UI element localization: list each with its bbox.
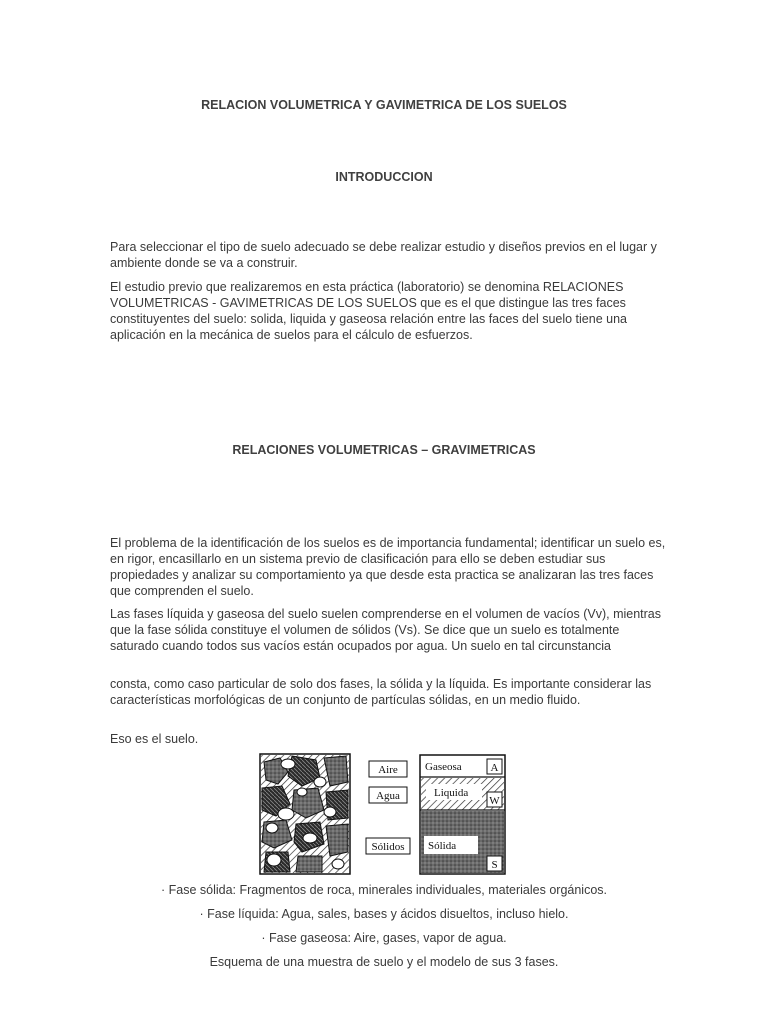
document-title: RELACION VOLUMETRICA Y GAVIMETRICA DE LOS SUELOS	[201, 98, 567, 112]
phase-letter-s: S	[491, 859, 498, 871]
phase-gaseosa: Gaseosa	[425, 761, 462, 773]
soil-sample-drawing	[260, 754, 350, 874]
intro-paragraph-2: El estudio previo que realizaremos en esta práctica (laboratorio) se denomina RELACIONES VOLUMETRICAS - GAVIMETRICAS DE LOS SUELOS que es el que distingue las tres faces constituyentes del suelo: solida, liquida y gaseosa relación entre las faces del suelo tiene una aplicación en la mecánica de suelos para el cálculo de esfuerzos.	[110, 280, 627, 342]
section-heading: RELACIONES VOLUMETRICAS – GRAVIMETRICAS	[232, 443, 536, 457]
soil-phase-diagram	[258, 752, 508, 876]
section-paragraph-3: consta, como caso particular de solo dos fases, la sólida y la líquida. Es importante considerar las características morfológicas de un conjunto de partículas sólidas, en un medio fluido.	[110, 677, 652, 707]
svg-text:Agua: Agua	[376, 790, 400, 802]
phase-letter-a: A	[490, 762, 499, 774]
svg-text:Aire: Aire	[378, 764, 398, 776]
phase-label-agua	[369, 787, 407, 803]
phase-model-column	[420, 755, 505, 874]
caption-fase-gaseosa: · Fase gaseosa: Aire, gases, vapor de agua.	[261, 931, 507, 945]
phase-label-solidos	[366, 838, 410, 854]
phase-label-aire	[369, 761, 407, 777]
svg-text:Sólidos: Sólidos	[371, 841, 405, 853]
caption-fase-solida: · Fase sólida: Fragmentos de roca, minerales individuales, materiales orgánicos.	[160, 883, 608, 897]
phase-letter-w: W	[489, 795, 500, 807]
caption-esquema: Esquema de una muestra de suelo y el modelo de sus 3 fases.	[209, 955, 559, 969]
intro-heading: INTRODUCCION	[335, 170, 433, 184]
section-paragraph-2: Las fases líquida y gaseosa del suelo suelen comprenderse en el volumen de vacíos (Vv), mientras que la fase sólida constituye el volumen de sólidos (Vs). Se dice que un suelo es totalmente saturado cuando todos sus vacíos están ocupados por agua. Un suelo en tal circunstancia	[110, 607, 661, 653]
caption-fase-liquida: · Fase líquida: Agua, sales, bases y ácidos disueltos, incluso hielo.	[199, 907, 569, 921]
section-paragraph-4: Eso es el suelo.	[110, 732, 199, 746]
phase-solida: Sólida	[428, 840, 457, 852]
phase-liquida: Liquida	[434, 787, 469, 799]
intro-paragraph-1: Para seleccionar el tipo de suelo adecuado se debe realizar estudio y diseños previos en el lugar y ambiente donde se va a construir.	[110, 240, 657, 270]
section-paragraph-1: El problema de la identificación de los suelos es de importancia fundamental; identificar un suelo es, en rigor, encasillarlo en un sistema previo de clasificación para ello se deben estudiar sus propiedades y analizar su comportamiento ya que desde esta practica se analizaran las tres faces que comprenden el suelo.	[110, 536, 666, 598]
